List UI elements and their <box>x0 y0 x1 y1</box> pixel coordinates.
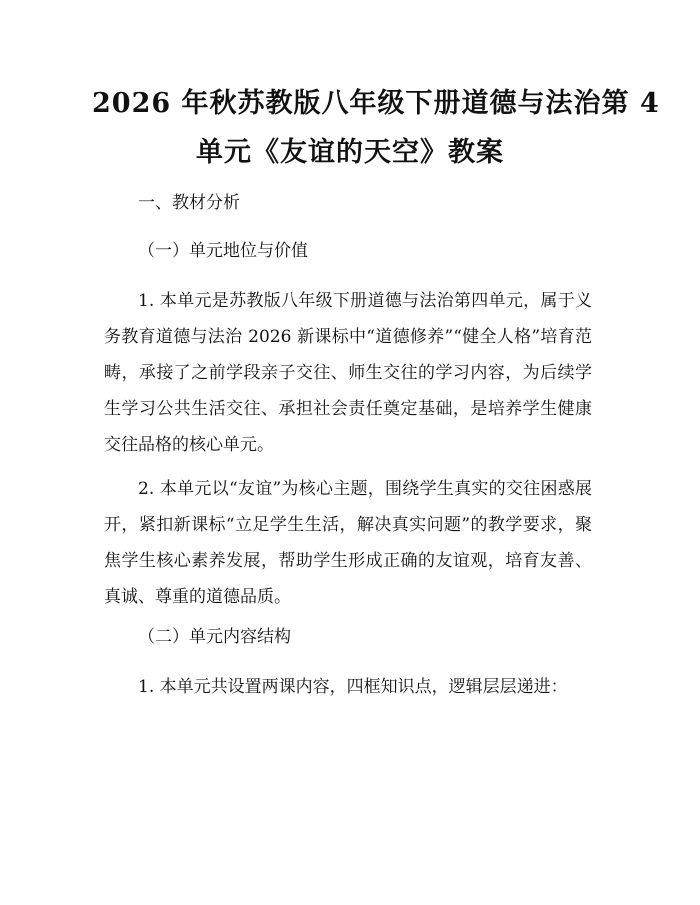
paragraph-unit-status-2: 2. 本单元以“友谊”为核心主题，围绕学生真实的交往困惑展开，紧扣新课标“立足学生生活，解决真实问题”的教学要求，聚焦学生核心素养发展，帮助学生形成正确的友谊观，培育友善、真诚、尊重的道德品质。 <box>104 479 592 607</box>
document-title-line-2: 单元《友谊的天空》教案 <box>196 137 504 168</box>
paragraph-unit-status-1: 1. 本单元是苏教版八年级下册道德与法治第四单元，属于义务教育道德与法治 2026 新课标中“道德修养”“健全人格”培育范畴，承接了之前学段亲子交往、师生交往的学习内容，为后续学生学习公共生活交往、承担社会责任奠定基础，是培养学生健康交往品格的核心单元。 <box>104 291 592 455</box>
section-heading-textbook-analysis: 一、教材分析 <box>138 193 240 213</box>
subsection-heading-unit-status: （一）单元地位与价值 <box>138 241 308 261</box>
paragraph-unit-structure-1: 1. 本单元共设置两课内容，四框知识点，逻辑层层递进： <box>138 677 568 697</box>
subsection-heading-unit-structure: （二）单元内容结构 <box>138 627 291 647</box>
document-title-line-1: 2026 年秋苏教版八年级下册道德与法治第 4 <box>92 88 660 119</box>
